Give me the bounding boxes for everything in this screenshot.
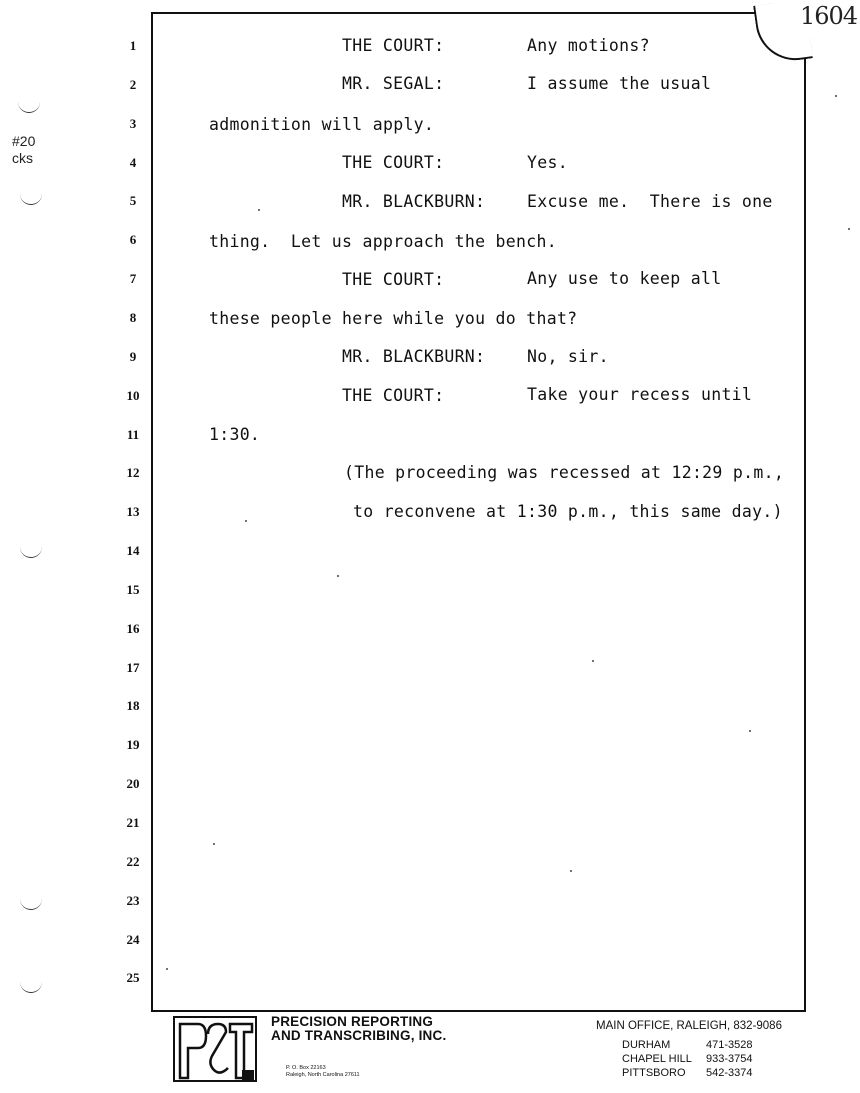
scan-speck xyxy=(848,228,850,230)
phone-city: PITTSBORO xyxy=(622,1067,686,1079)
scan-speck xyxy=(166,968,168,970)
main-office-phone: MAIN OFFICE, RALEIGH, 832-9086 xyxy=(596,1020,782,1032)
line-number: 24 xyxy=(126,932,140,947)
line-number: 23 xyxy=(126,893,140,908)
speaker-label: THE COURT: xyxy=(342,270,445,289)
line-number: 12 xyxy=(126,465,140,480)
scan-speck xyxy=(258,209,260,211)
speech-text: I assume the usual xyxy=(527,74,712,93)
line-number: 19 xyxy=(126,737,140,752)
line-number: 22 xyxy=(126,854,140,869)
line-number: 21 xyxy=(126,815,140,830)
continuation-text: thing. Let us approach the bench. xyxy=(209,232,557,251)
company-name xyxy=(271,1015,446,1043)
scan-speck xyxy=(213,843,215,845)
continuation-text: these people here while you do that? xyxy=(209,309,578,328)
margin-note xyxy=(12,133,35,167)
margin-bracket-mark xyxy=(20,980,42,993)
scan-speck xyxy=(245,520,247,522)
scan-speck xyxy=(749,730,751,732)
margin-note-line: cks xyxy=(12,150,33,166)
address-line: Raleigh, North Carolina 27611 xyxy=(286,1072,360,1078)
speaker-label: MR. BLACKBURN: xyxy=(342,192,486,211)
line-number: 10 xyxy=(126,388,140,403)
company-name-line: PRECISION REPORTING xyxy=(271,1014,434,1029)
phone-number: 471-3528 xyxy=(706,1039,753,1051)
margin-bracket-mark xyxy=(20,545,42,558)
line-number: 11 xyxy=(126,427,140,442)
line-number: 1 xyxy=(129,38,137,53)
page-number: 1604 xyxy=(800,2,858,30)
speaker-label: MR. BLACKBURN: xyxy=(342,347,486,366)
address-line: P. O. Box 22163 xyxy=(286,1065,326,1071)
speaker-label: THE COURT: xyxy=(342,386,445,405)
line-number: 13 xyxy=(126,504,140,519)
speaker-label: MR. SEGAL: xyxy=(342,74,445,93)
margin-note-line: #20 xyxy=(12,133,36,149)
continuation-text: 1:30. xyxy=(209,425,261,444)
line-number: 18 xyxy=(126,698,140,713)
speech-text: No, sir. xyxy=(527,347,609,366)
line-number: 8 xyxy=(129,310,137,325)
phone-number: 933-3754 xyxy=(706,1053,753,1065)
speech-text: Any motions? xyxy=(527,36,650,55)
line-number: 17 xyxy=(126,660,140,675)
speaker-label: THE COURT: xyxy=(342,153,445,172)
speech-text: Excuse me. There is one xyxy=(527,192,773,211)
phone-city: DURHAM xyxy=(622,1039,671,1051)
phone-number: 542-3374 xyxy=(706,1067,753,1079)
phone-city: CHAPEL HILL xyxy=(622,1053,692,1065)
speech-text: Any use to keep all xyxy=(527,269,722,288)
company-name-line: AND TRANSCRIBING, INC. xyxy=(271,1028,447,1043)
line-number: 6 xyxy=(129,232,137,247)
speech-text: Take your recess until xyxy=(527,385,753,404)
company-logo xyxy=(172,1014,258,1084)
line-number: 2 xyxy=(129,77,137,92)
continuation-text: admonition will apply. xyxy=(209,115,435,134)
company-address xyxy=(286,1065,360,1079)
scan-speck xyxy=(337,575,339,577)
speaker-label: THE COURT: xyxy=(342,36,445,55)
margin-bracket-mark xyxy=(20,192,42,205)
logo-text: P&T xyxy=(215,1054,217,1055)
scan-speck xyxy=(835,95,837,97)
line-number: 20 xyxy=(126,776,140,791)
line-number: 5 xyxy=(129,193,137,208)
line-number: 25 xyxy=(126,970,140,985)
line-number: 16 xyxy=(126,621,140,636)
margin-bracket-mark xyxy=(20,897,42,910)
scan-speck xyxy=(570,870,572,872)
parenthetical-text: (The proceeding was recessed at 12:29 p.m., xyxy=(344,463,785,482)
line-number: 14 xyxy=(126,543,140,558)
line-number: 3 xyxy=(129,116,137,131)
margin-bracket-mark xyxy=(18,100,40,113)
scan-speck xyxy=(592,660,594,662)
line-number: 7 xyxy=(129,271,137,286)
line-number: 15 xyxy=(126,582,140,597)
line-number: 4 xyxy=(129,155,137,170)
speech-text: Yes. xyxy=(527,153,568,172)
parenthetical-text: to reconvene at 1:30 p.m., this same day.) xyxy=(353,502,783,521)
line-number: 9 xyxy=(129,349,137,364)
